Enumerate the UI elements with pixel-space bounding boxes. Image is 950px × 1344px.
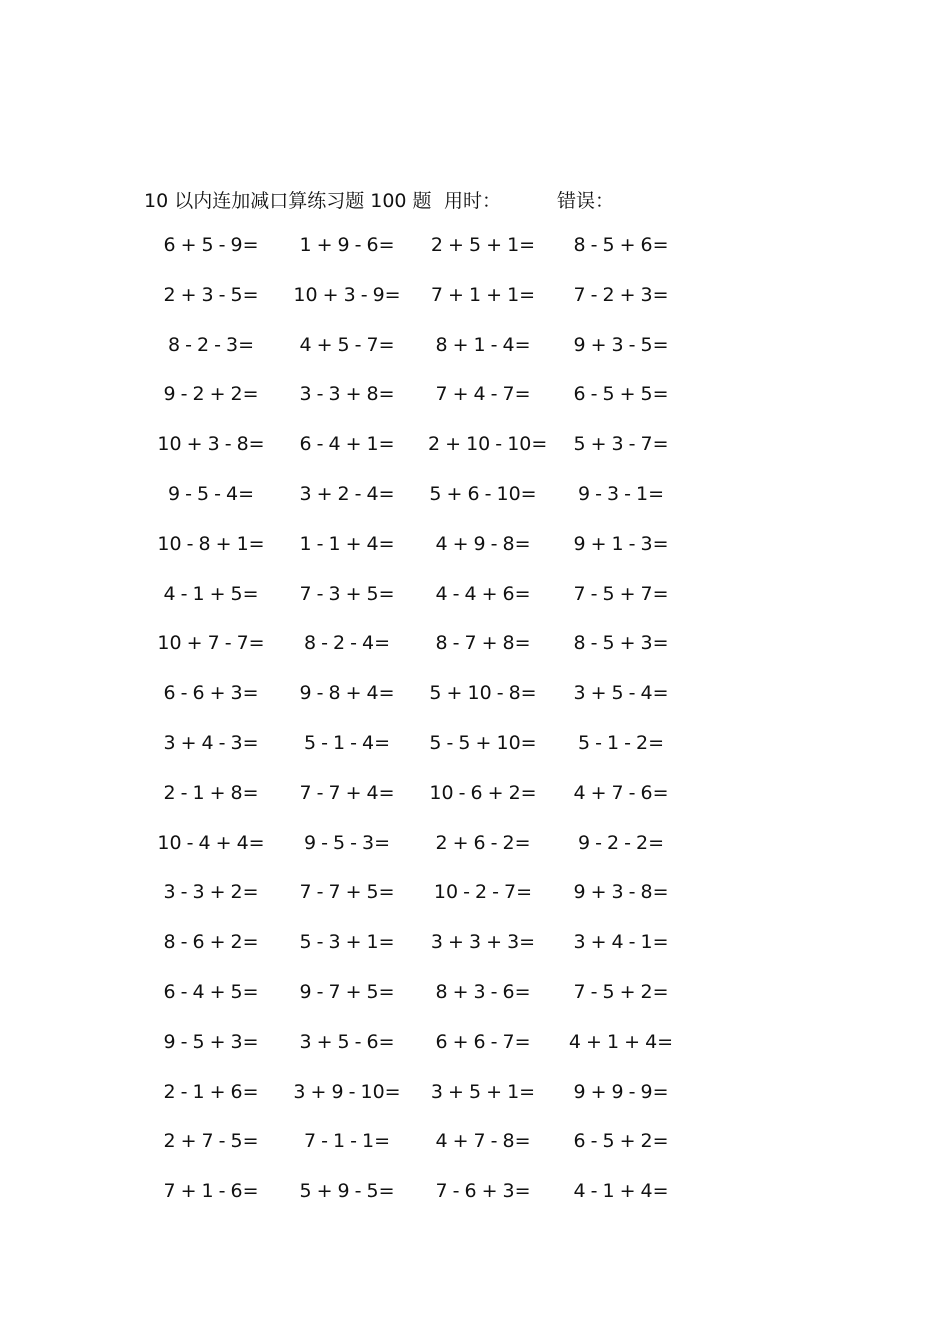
arithmetic-problem: 1 + 9 - 6= [299,234,395,256]
arithmetic-problem: 8 - 5 + 3= [573,632,669,655]
problem-row [0,682,950,732]
errors-label: 错误： [557,190,615,212]
arithmetic-problem: 5 - 3 + 1= [299,931,395,954]
problem-row [0,234,950,284]
arithmetic-problem: 2 - 1 + 6= [163,1080,259,1103]
arithmetic-problem: 2 + 10 - 10= [428,433,548,456]
arithmetic-problem: 9 + 1 - 3= [573,532,669,555]
arithmetic-problem: 3 + 5 - 4= [573,682,669,705]
arithmetic-problem: 3 + 2 - 4= [299,482,395,505]
arithmetic-problem: 9 + 3 - 5= [573,333,669,356]
arithmetic-problem: 5 - 1 - 2= [577,731,665,754]
arithmetic-problem: 10 + 7 - 7= [157,632,265,655]
worksheet-header [0,186,950,214]
arithmetic-problem: 5 + 3 - 7= [573,433,669,456]
arithmetic-problem: 3 + 5 - 6= [299,1030,395,1053]
problem-row [0,1180,950,1230]
arithmetic-problem: 9 + 9 - 9= [573,1080,669,1103]
arithmetic-problem: 9 - 5 - 3= [303,831,391,854]
problem-row [0,832,950,882]
problem-row [0,284,950,334]
arithmetic-problem: 6 + 6 - 7= [435,1030,531,1053]
arithmetic-problem: 10 - 8 + 1= [157,532,265,555]
arithmetic-problem: 5 + 10 - 8= [429,682,537,705]
arithmetic-problem: 6 - 4 + 5= [163,980,259,1003]
problem-row [0,632,950,682]
problem-row [0,383,950,433]
arithmetic-problem: 8 - 2 - 3= [167,333,255,356]
arithmetic-problem: 6 + 5 - 9= [163,234,259,256]
arithmetic-problem: 10 - 6 + 2= [429,781,537,804]
arithmetic-problem: 8 + 1 - 4= [435,333,531,356]
arithmetic-problem: 4 + 5 - 7= [299,333,395,356]
arithmetic-problem: 10 + 3 - 8= [157,433,265,456]
arithmetic-problem: 8 - 6 + 2= [163,931,259,954]
arithmetic-problem: 6 - 5 + 2= [573,1130,669,1153]
arithmetic-problem: 9 - 5 + 3= [163,1030,259,1053]
arithmetic-problem: 7 + 1 - 6= [163,1180,259,1203]
arithmetic-problem: 4 + 1 + 4= [568,1030,674,1053]
arithmetic-problem: 8 - 5 + 6= [573,234,669,256]
problem-row [0,881,950,931]
time-spent-label: 用时： [444,190,502,212]
arithmetic-problem: 3 + 5 + 1= [430,1080,536,1103]
arithmetic-problem: 3 + 3 + 3= [430,931,536,954]
arithmetic-problem: 9 - 2 - 2= [577,831,665,854]
problem-row [0,981,950,1031]
arithmetic-problem: 7 - 3 + 5= [299,582,395,605]
arithmetic-problem: 10 + 3 - 9= [293,283,401,306]
problem-row [0,732,950,782]
problem-row [0,334,950,384]
problem-row [0,1081,950,1131]
arithmetic-problem: 3 - 3 + 2= [163,881,259,904]
arithmetic-problem: 7 - 1 - 1= [303,1130,391,1153]
arithmetic-problem: 4 + 7 - 8= [435,1130,531,1153]
problem-row [0,483,950,533]
arithmetic-problem: 3 + 4 - 1= [573,931,669,954]
arithmetic-problem: 2 + 5 + 1= [430,234,536,256]
arithmetic-problem: 9 - 3 - 1= [577,482,665,505]
arithmetic-problem: 8 + 3 - 6= [435,980,531,1003]
arithmetic-problem: 4 + 9 - 8= [435,532,531,555]
problem-grid [0,234,950,1230]
arithmetic-problem: 7 - 7 + 4= [299,781,395,804]
arithmetic-problem: 4 - 1 + 5= [163,582,259,605]
arithmetic-problem: 5 - 5 + 10= [429,731,537,754]
arithmetic-problem: 7 + 1 + 1= [430,283,536,306]
arithmetic-problem: 4 - 4 + 6= [435,582,531,605]
arithmetic-problem: 4 - 1 + 4= [573,1180,669,1203]
arithmetic-problem: 9 - 8 + 4= [299,682,395,705]
arithmetic-problem: 7 - 2 + 3= [573,283,669,306]
arithmetic-problem: 7 - 7 + 5= [299,881,395,904]
arithmetic-problem: 3 + 9 - 10= [293,1080,401,1103]
arithmetic-problem: 8 - 7 + 8= [435,632,531,655]
arithmetic-problem: 3 - 3 + 8= [299,383,395,406]
arithmetic-problem: 7 - 5 + 7= [573,582,669,605]
arithmetic-problem: 2 + 3 - 5= [163,283,259,306]
arithmetic-problem: 3 + 4 - 3= [163,731,259,754]
arithmetic-problem: 5 - 1 - 4= [303,731,391,754]
arithmetic-problem: 10 - 2 - 7= [433,881,533,904]
arithmetic-problem: 7 - 6 + 3= [435,1180,531,1203]
arithmetic-problem: 4 + 7 - 6= [573,781,669,804]
arithmetic-problem: 5 + 9 - 5= [299,1180,395,1203]
worksheet-title: 10 以内连加减口算练习题 100 题 [144,190,432,212]
arithmetic-problem: 7 - 5 + 2= [573,980,669,1003]
arithmetic-problem: 10 - 4 + 4= [157,831,265,854]
problem-row [0,583,950,633]
arithmetic-problem: 9 - 2 + 2= [163,383,259,406]
arithmetic-problem: 1 - 1 + 4= [299,532,395,555]
problem-row [0,782,950,832]
arithmetic-problem: 2 - 1 + 8= [163,781,259,804]
problem-row [0,1031,950,1081]
problem-row [0,931,950,981]
arithmetic-problem: 6 - 4 + 1= [299,433,395,456]
arithmetic-problem: 6 - 6 + 3= [163,682,259,705]
problem-row [0,433,950,483]
arithmetic-problem: 5 + 6 - 10= [429,482,537,505]
arithmetic-problem: 9 + 3 - 8= [573,881,669,904]
arithmetic-problem: 2 + 7 - 5= [163,1130,259,1153]
arithmetic-problem: 6 - 5 + 5= [573,383,669,406]
arithmetic-problem: 9 - 7 + 5= [299,980,395,1003]
arithmetic-problem: 2 + 6 - 2= [435,831,531,854]
arithmetic-problem: 9 - 5 - 4= [167,482,255,505]
arithmetic-problem: 7 + 4 - 7= [435,383,531,406]
problem-row [0,1130,950,1180]
arithmetic-problem: 8 - 2 - 4= [303,632,391,655]
problem-row [0,533,950,583]
